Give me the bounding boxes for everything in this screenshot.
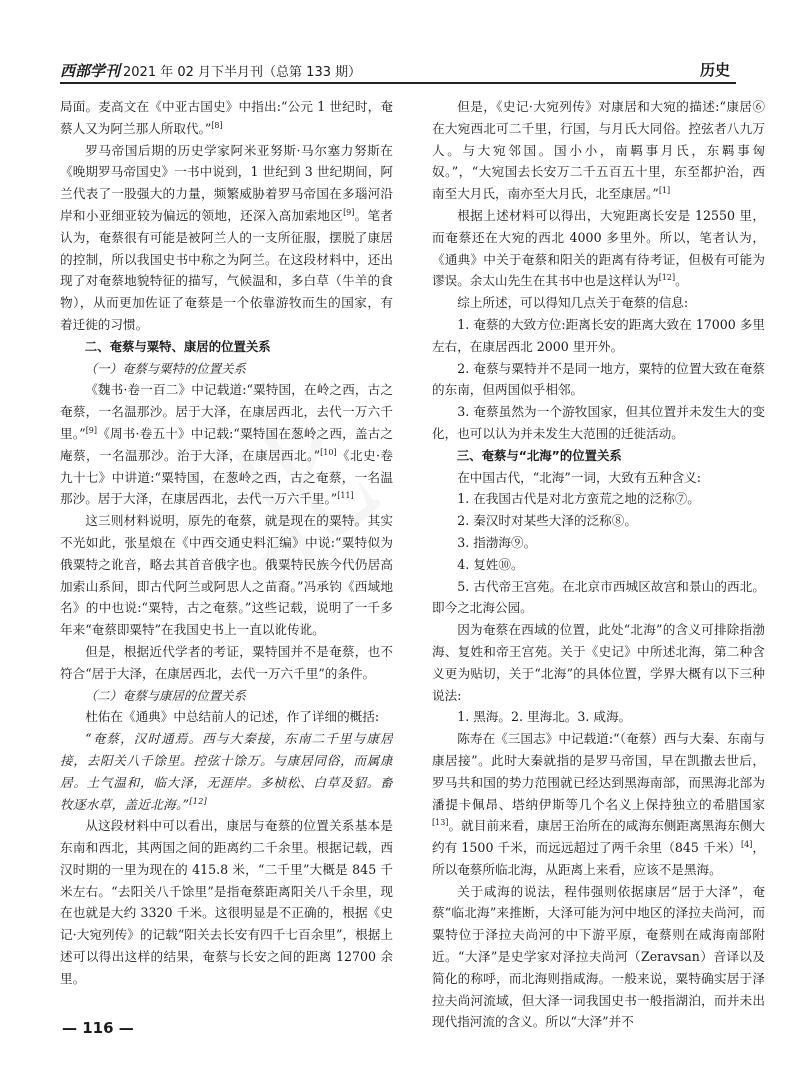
citation-ref: [9] xyxy=(343,207,355,217)
text-run: 1. 黑海。2. 里海北。3. 咸海。 xyxy=(457,709,632,725)
paragraph xyxy=(60,510,393,641)
text-run: 因为奄蔡在西域的位置，此处“北海”的含义可排除指渤海、复姓和帝王宫苑。关于《史记》中所述北海，第二种含义更为贴切，关于“北海”的具体位置，学界大概有以下三种说法: xyxy=(432,622,765,703)
block-quote xyxy=(60,728,393,815)
citation-ref: [12] xyxy=(189,796,208,806)
text-run: 2. 秦汉时对某些大泽的泛称⑧。 xyxy=(457,513,637,529)
paragraph xyxy=(60,96,393,140)
text-run: 但是，根据近代学者的考证，粟特国并不是奄蔡，也不符合“居于大泽，在康居西北，去代一万六千里”的条件。 xyxy=(60,643,393,681)
text-run: 关于咸海的说法，程伟强则依据康居“居于大泽”，奄蔡“临北海”来推断，大泽可能为河中地区的泽拉夫尚河，而粟特位于泽拉夫尚河的中下游平原，奄蔡则在咸海南部附近。“大泽”是史学家对泽拉夫尚河（Zeravsan）音译以及简化的称呼，而北海则指咸海。一般来说，粟特确实居于泽拉夫尚河流域，但大泽一词我国史书一般指湖泊，而并未出现代指河流的含义。所以“大泽”并不 xyxy=(432,883,765,1030)
paragraph xyxy=(432,401,765,445)
list-item xyxy=(432,554,765,576)
paragraph xyxy=(60,815,393,989)
paragraph xyxy=(432,96,765,205)
text-run: 。笔者认为，奄蔡很有可能是被阿兰人的一支所征服，摆脱了康居的控制，所以我国史书中称之为阿兰。在这段材料中，还出现了对奄蔡地貌特征的描写，气候温和，多白草（牛羊的食物），从而更加佐证了奄蔡是一个依靠游牧而生的国家，有着迁徙的习惯。 xyxy=(60,207,393,332)
list-item xyxy=(432,532,765,554)
paragraph xyxy=(432,619,765,706)
subsection-heading xyxy=(60,685,393,707)
right-column xyxy=(432,96,765,1044)
journal-info xyxy=(60,60,361,81)
text-run: 根据上述材料可以得出，大宛距离长安是 12550 里，而奄蔡还在大宛的西北 4000 多里外。所以，笔者认为，《通典》中关于奄蔡和阳关的距离有待考证，但极有可能为谬误。余太山先生在其书中也是这样认为 xyxy=(432,207,765,289)
text-run: 《周书·卷五十》中记载:“粟特国在葱岭之西，盖古之庵蔡，一名温那沙。治于大泽，在康居西北。” xyxy=(60,425,393,463)
text-run: 在中国古代，“北海”一词，大致有五种含义: xyxy=(457,469,701,485)
paragraph xyxy=(432,881,765,1034)
paragraph xyxy=(60,379,393,510)
list-item xyxy=(432,510,765,532)
text-run: 1. 奄蔡的大致方位:距离长安的距离大致在 17000 多里左右，在康居西北 2000 里开外。 xyxy=(432,316,765,354)
text-run: 陈寿在《三国志》中记载道:“（奄蔡）西与大秦、东南与康居接”。此时大秦就指的是罗马帝国，早在凯撒去世后，罗马共和国的势力范围就已经达到黑海南部，而黑海北部为潘提卡佩昂、塔纳伊斯等几个名义上保持独立的希腊国家 xyxy=(432,731,765,812)
text-run: ，所以奄蔡所临北海，从距离上来看，应该不是黑海。 xyxy=(432,840,765,877)
citation-ref: [11] xyxy=(337,491,354,501)
text-run: 但是，《史记·大宛列传》对康居和大宛的描述:“康居⑥在大宛西北可二千里，行国，与月氏大同俗。控弦者八九万人。与大宛邻国。国小小，南羁事月氏，东羁事匈奴。”，“大宛国去长安万二千五百五十里，东至都护治，西南至大月氏，南亦至大月氏，北至康居。” xyxy=(432,99,765,202)
text-run: 3. 奄蔡虽然为一个游牧国家，但其位置并未发生大的变化，也可以认为并未发生大范围的迁徙活动。 xyxy=(432,404,765,441)
paragraph xyxy=(432,292,765,314)
paragraph xyxy=(432,728,765,881)
text-run: “奄蔡，汉时通焉。西与大秦接，东南二千里与康居接，去阳关八千馀里。控弦十馀万。与康居同俗，而属康居。土气温和，临大泽，无涯岸。多桢松、白草及貂。畜牧逐水草，盖近北海。” xyxy=(60,731,393,812)
paragraph xyxy=(60,641,393,685)
page-number: — 116 — xyxy=(62,1019,134,1037)
citation-ref: [1] xyxy=(658,186,671,195)
paragraph xyxy=(432,467,765,489)
citation-ref: [12] xyxy=(658,273,676,283)
paragraph xyxy=(60,706,393,728)
text-run: 1. 在我国古代是对北方蛮荒之地的泛称⑦。 xyxy=(457,491,700,507)
text-run: 。就目前来看，康居王治所在的咸海东侧距离黑海东侧大约有 1500 千米，而远远超过了两千余里（845 千米） xyxy=(432,818,765,856)
paragraph xyxy=(60,140,393,336)
text-run: （一）奄蔡与粟特的位置关系 xyxy=(84,360,246,376)
text-run: 4. 复姓⑩。 xyxy=(457,556,524,572)
citation-ref: [9] xyxy=(85,425,98,435)
subsection-heading xyxy=(60,358,393,380)
text-run: 3. 指渤海⑨。 xyxy=(457,534,537,550)
text-run: 罗马帝国后期的历史学家阿米亚努斯·马尔塞力努斯在《晚期罗马帝国史》一书中说到，1 世纪到 3 世纪期间，阿兰代表了一股强大的力量，频繁威胁着罗马帝国在多瑙河沿岸和小亚细亚较为偏远的领地，还深入高加索地区 xyxy=(60,142,393,223)
text-run: 。 xyxy=(675,273,688,289)
running-header xyxy=(60,58,736,84)
paragraph xyxy=(432,205,765,292)
paragraph xyxy=(432,576,765,620)
list-item xyxy=(432,488,765,510)
section-heading xyxy=(432,445,765,467)
text-run: （二）奄蔡与康居的位置关系 xyxy=(84,687,246,703)
text-run: 从这段材料中可以看出，康居与奄蔡的位置关系基本是东南和西北，其两国之间的距离约二千余里。根据记载，西汉时期的一里为现在的 415.8 米，“二千里”大概是 845 千米左右。“去阳关八千馀里”是指奄蔡距离阳关八千余里，现在也就是大约 3320 千米。这很明显是不正确的，根据《史记·大宛列传》的记载“阳关去长安有四千七百余里”，根据上述可以得出这样的结果，奄蔡与长安之间的距离 12700 余里。 xyxy=(60,818,393,986)
text-run: 《魏书·卷一百二》中记载道:“粟特国，在岭之西，古之奄蔡，一名温那沙。居于大泽，在康居西北，去代一万六千里。” xyxy=(60,382,393,441)
paragraph xyxy=(432,314,765,358)
text-run: 2. 奄蔡与粟特并不是同一地方，粟特的位置大致在奄蔡的东南，但两国似乎相邻。 xyxy=(432,360,765,398)
citation-ref: [4] xyxy=(740,839,753,849)
text-run: 5. 古代帝王宫苑。在北京市西城区故宫和景山的西北。即今之北海公园。 xyxy=(432,578,765,616)
text-run: 《北史·卷九十七》中讲道:“粟特国，在葱岭之西，古之奄蔡，一名温那沙。居于大泽，在康居西北，去代一万六千里。” xyxy=(60,447,393,507)
section-label: 历史 xyxy=(699,61,730,79)
text-run: 这三则材料说明，原先的奄蔡，就是现在的粟特。其实不光如此，张星烺在《中西交通史料汇编》中说:“粟特似为俄粟特之讹音，略去其首音俄字也。俄粟特民族今代仍居高加索山系间，即古代阿兰或阿思人之苗裔。”冯承钧《西域地名》的中也说:“粟特，古之奄蔡。”这些记载，说明了一千多年来“奄蔡即粟特”在我国史书上一直以讹传讹。 xyxy=(60,513,393,638)
issue-info: 2021 年 02 月下半月刊（总第 133 期） xyxy=(123,65,362,80)
text-run: 三、奄蔡与“北海”的位置关系 xyxy=(456,447,622,463)
paragraph xyxy=(432,358,765,402)
text-run: 综上所述，可以得知几点关于奄蔡的信息: xyxy=(457,295,689,311)
left-column xyxy=(60,96,393,1044)
citation-ref: [8] xyxy=(211,120,223,130)
citation-ref: [13] xyxy=(432,818,449,828)
text-run: 局面。麦高文在《中亚古国史》中指出:“公元 1 世纪时，奄蔡人又为阿兰那人所取代。” xyxy=(60,99,393,136)
journal-logo: 西部学刊 xyxy=(60,62,121,80)
paragraph xyxy=(432,706,765,728)
citation-ref: [10] xyxy=(320,447,337,457)
text-run: 杜佑在《通典》中总结前人的记述，作了详细的概括: xyxy=(85,709,380,725)
text-run: 二、奄蔡与粟特、康居的位置关系 xyxy=(84,338,271,354)
section-heading xyxy=(60,336,393,358)
